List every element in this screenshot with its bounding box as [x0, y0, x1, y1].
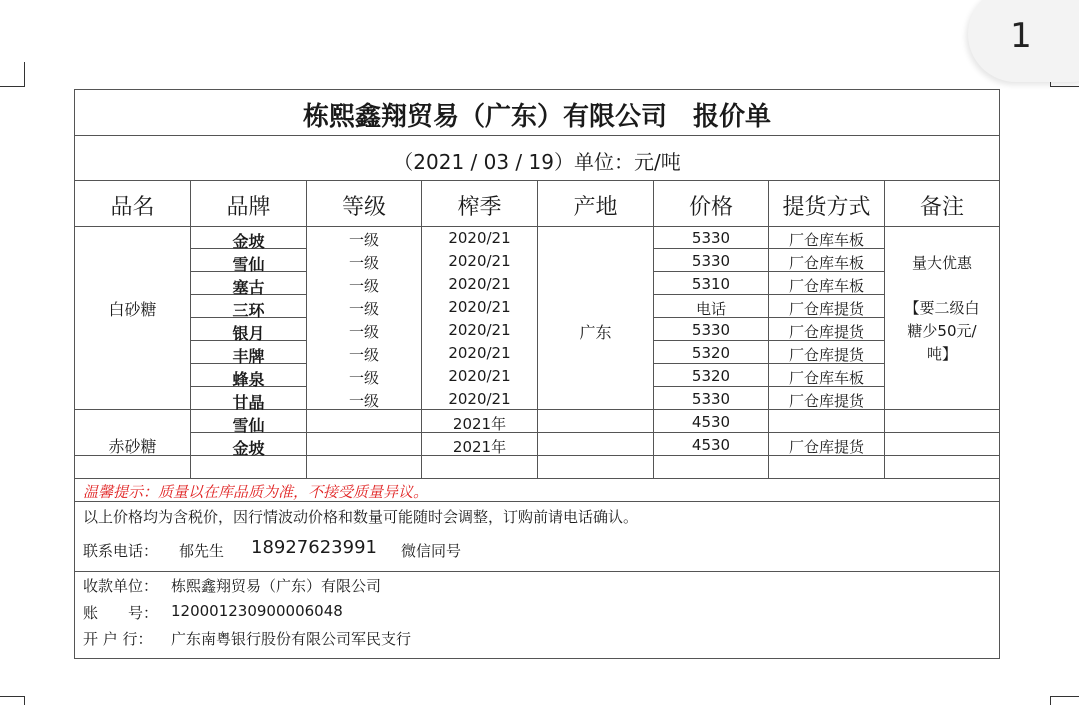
cell-delivery: 厂仓库提货 [788, 438, 864, 456]
cell-grade: 一级 [348, 323, 379, 341]
cell-grade: 一级 [348, 392, 379, 410]
cell-season: 2020/21 [448, 298, 511, 316]
header-product: 品名 [110, 195, 155, 220]
cell-season: 2020/21 [448, 321, 511, 339]
payee-account: 120001230900006048 [171, 602, 343, 620]
header-grade: 等级 [341, 195, 386, 220]
cell-price: 4530 [691, 436, 731, 454]
document-subtitle: （2021 / 03 / 19）单位：元/吨 [393, 150, 681, 174]
remarks-line: 量大优惠 [911, 254, 972, 272]
cell-brand: 三环 [232, 301, 265, 320]
cell-price: 5330 [691, 321, 731, 339]
cell-price: 5330 [691, 252, 731, 270]
cell-price: 电话 [695, 300, 726, 318]
contact-label: 联系电话： [83, 542, 159, 560]
origin-value: 广东 [579, 323, 612, 342]
cell-grade: 一级 [348, 277, 379, 295]
cell-brand: 银月 [232, 324, 265, 343]
crop-mark-bl-v [24, 696, 25, 705]
cell-season: 2020/21 [448, 344, 511, 362]
payee-company-label: 收款单位： [83, 577, 159, 595]
product-name: 赤砂糖 [108, 437, 157, 456]
crop-mark-tl-v [24, 62, 25, 87]
crop-mark-tr-h [1050, 86, 1079, 87]
cell-delivery: 厂仓库提货 [788, 346, 864, 364]
crop-mark-br-v [1050, 696, 1051, 705]
cell-brand: 金坡 [232, 232, 265, 251]
cell-delivery: 厂仓库提货 [788, 392, 864, 410]
cell-price: 4530 [691, 413, 731, 431]
cell-delivery: 厂仓库提货 [788, 300, 864, 318]
contact-wechat: 微信同号 [401, 542, 462, 560]
cell-season: 2021年 [452, 415, 507, 433]
cell-grade: 一级 [348, 369, 379, 387]
header-delivery: 提货方式 [782, 195, 871, 220]
contact-phone: 18927623991 [251, 537, 377, 558]
cell-season: 2021年 [452, 438, 507, 456]
cell-grade: 一级 [348, 346, 379, 364]
remarks-line: 【要二级白 [904, 299, 980, 317]
price-note: 以上价格均为含税价，因行情波动价格和数量可能随时会调整，订购前请电话确认。 [83, 508, 639, 526]
cell-season: 2020/21 [448, 275, 511, 293]
header-season: 榨季 [457, 195, 502, 220]
cell-season: 2020/21 [448, 252, 511, 270]
cell-grade: 一级 [348, 231, 379, 249]
cell-price: 5320 [691, 344, 731, 362]
contact-person: 郁先生 [179, 542, 225, 560]
row-rule [191, 432, 999, 433]
payee-bank-label: 开 户 行： [83, 630, 153, 648]
cell-brand: 甘晶 [232, 393, 265, 412]
product-name: 白砂糖 [108, 300, 157, 319]
quality-warning: 温馨提示：质量以在库品质为准，不接受质量异议。 [83, 483, 429, 501]
header-origin: 产地 [573, 195, 618, 220]
cell-brand: 金坡 [232, 439, 265, 458]
cell-brand: 丰牌 [232, 347, 265, 366]
cell-season: 2020/21 [448, 229, 511, 247]
page-number: 1 [1010, 16, 1032, 56]
cell-price: 5320 [691, 367, 731, 385]
cell-delivery: 厂仓库车板 [788, 277, 864, 295]
cell-grade: 一级 [348, 254, 379, 272]
rule-contact [75, 571, 999, 572]
crop-mark-bl-h [0, 696, 24, 697]
payee-account-label: 账 号： [83, 604, 159, 622]
cell-price: 5330 [691, 390, 731, 408]
cell-price: 5310 [691, 275, 731, 293]
cell-delivery: 厂仓库车板 [788, 254, 864, 272]
payee-company: 栋熙鑫翔贸易（广东）有限公司 [171, 577, 382, 595]
cell-brand: 塞古 [232, 278, 265, 297]
remarks-line: 吨】 [926, 345, 957, 363]
cell-season: 2020/21 [448, 367, 511, 385]
header-brand: 品牌 [226, 195, 271, 220]
cell-grade: 一级 [348, 300, 379, 318]
cell-price: 5330 [691, 229, 731, 247]
cell-delivery: 厂仓库车板 [788, 369, 864, 387]
cell-delivery: 厂仓库车板 [788, 231, 864, 249]
rule-blank-row [75, 478, 999, 479]
crop-mark-tl-h [0, 86, 24, 87]
remarks-line: 糖少50元/ [907, 322, 977, 340]
cell-brand: 蜂泉 [232, 370, 265, 389]
quotation-sheet [74, 89, 1000, 659]
rule-title [75, 135, 999, 136]
cell-brand: 雪仙 [232, 416, 265, 435]
cell-brand: 雪仙 [232, 255, 265, 274]
header-price: 价格 [688, 195, 733, 220]
payee-bank: 广东南粤银行股份有限公司军民支行 [171, 630, 412, 648]
cell-season: 2020/21 [448, 390, 511, 408]
document-title: 栋熙鑫翔贸易（广东）有限公司 报价单 [302, 102, 771, 132]
header-remarks: 备注 [919, 195, 964, 220]
cell-delivery: 厂仓库提货 [788, 323, 864, 341]
crop-mark-br-h [1050, 696, 1079, 697]
